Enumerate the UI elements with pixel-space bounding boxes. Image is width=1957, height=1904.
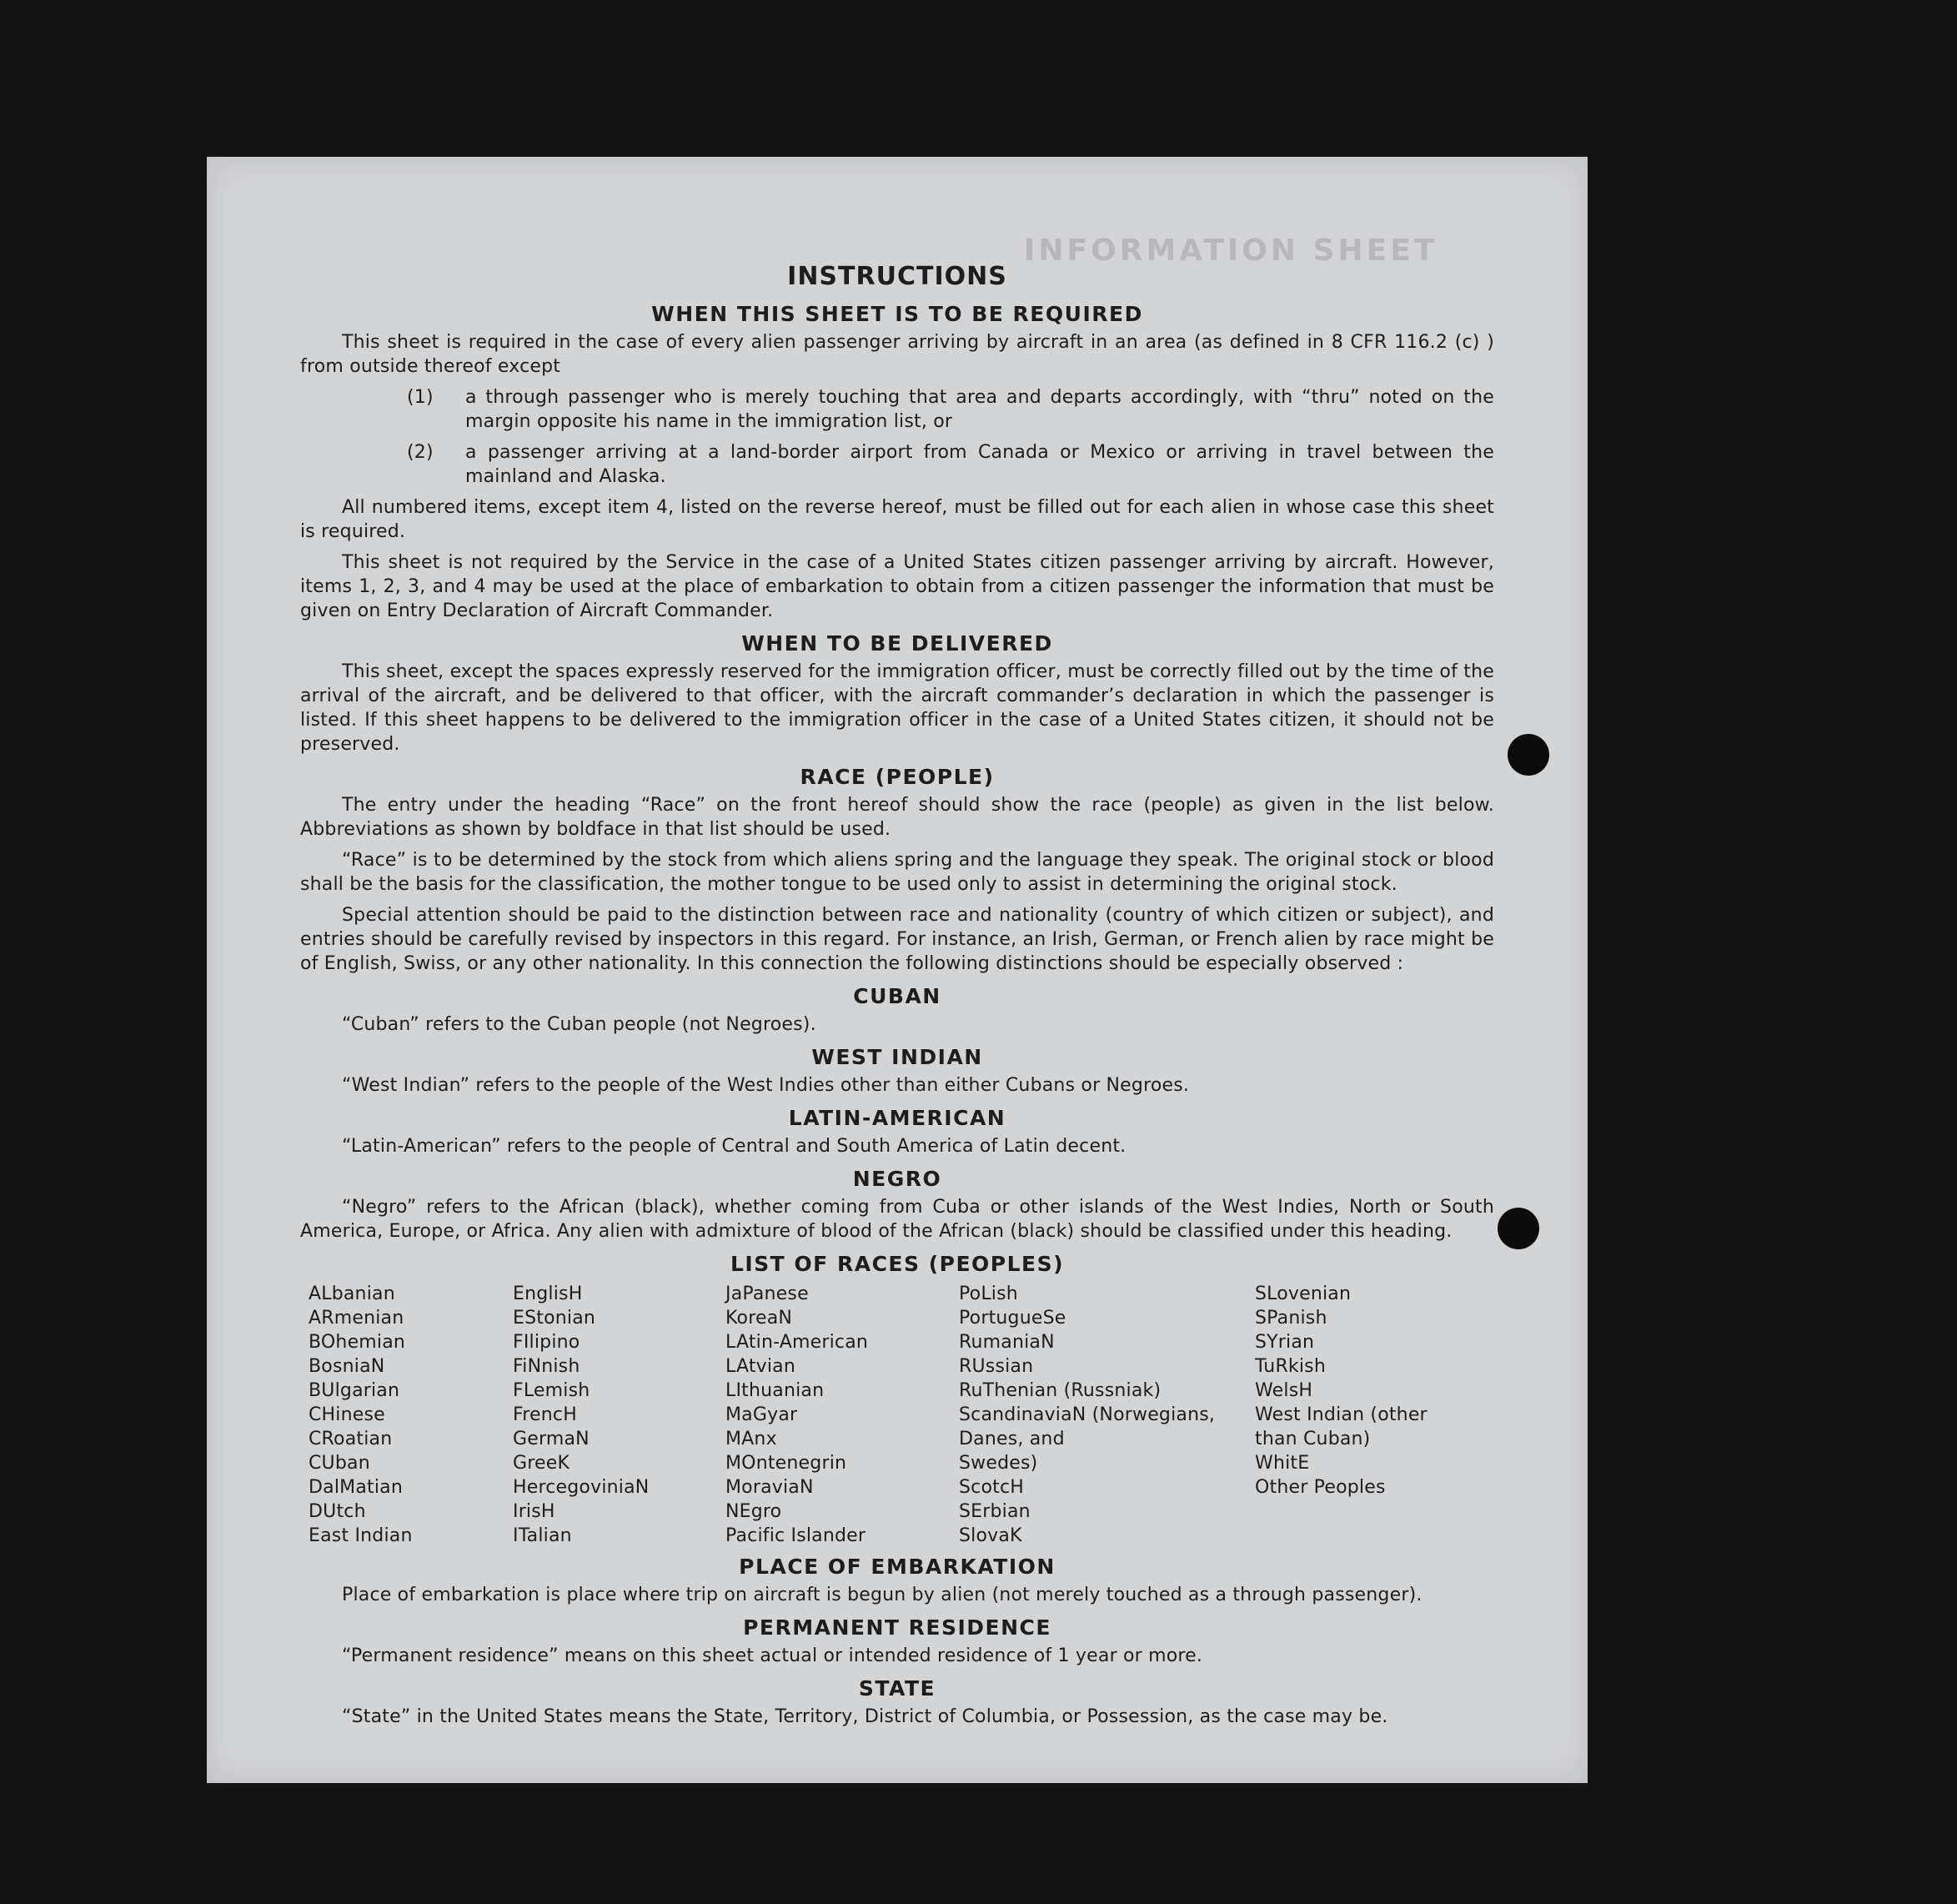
race-entry: SLovenian [1255,1284,1352,1304]
instructions-content [300,260,1494,1736]
race-entry: RuThenian (Russniak) [959,1380,1162,1401]
race-entry: LAtvian [725,1356,796,1377]
race-entry: ScotcH [959,1477,1024,1498]
paragraph: This sheet is not required by the Service in the case of a United States citizen passenger arriving by aircraft. However, items 1, 2, 3, and 4 may be used at the place of embarkation to obtain from a citizen passenger the information that must be given on Entry Declaration of Aircraft Commander. [300,552,1494,621]
race-entry: PoLish [959,1284,1018,1304]
race-entry: GreeK [513,1453,570,1474]
race-entry: FiNnish [513,1356,580,1377]
race-entry: CRoatian [309,1429,393,1449]
race-entry: Swedes) [959,1453,1038,1474]
punch-hole [1508,734,1549,776]
race-entry: BOhemian [309,1332,406,1353]
race-entry: DalMatian [309,1477,403,1498]
race-entry: SlovaK [959,1525,1022,1546]
race-entry: WhitE [1255,1453,1310,1474]
section-title-latin-american: LATIN-AMERICAN [788,1106,1006,1130]
race-entry: KoreaN [725,1308,793,1329]
paragraph: This sheet is required in the case of every alien passenger arriving by aircraft in an area (as defined in 8 CFR 116.2 (c) ) from outside thereof except [300,332,1494,377]
race-entry: CUban [309,1453,370,1474]
punch-hole [1498,1208,1539,1249]
race-entry: EStonian [513,1308,596,1329]
paragraph: “Latin-American” refers to the people of Central and South America of Latin decent. [342,1136,1127,1157]
race-entry: FrencH [513,1404,577,1425]
item-number: (1) [407,387,434,408]
race-entry: RUssian [959,1356,1034,1377]
races-column [513,1282,725,1548]
race-entry: West Indian (other [1255,1404,1428,1425]
race-entry: CHinese [309,1404,385,1425]
race-entry: RumaniaN [959,1332,1055,1353]
races-column [959,1282,1255,1548]
race-entry: MOntenegrin [725,1453,847,1474]
race-entry: MaGyar [725,1404,798,1425]
race-entry: MoraviaN [725,1477,814,1498]
section-title-state: STATE [858,1676,936,1701]
item-number: (2) [407,442,434,463]
paragraph: “Permanent residence” means on this sheet actual or intended residence of 1 year or more. [342,1645,1203,1666]
race-entry: than Cuban) [1255,1429,1371,1449]
section-title-west-indian: WEST INDIAN [811,1045,983,1069]
race-entry: East Indian [309,1525,413,1546]
race-entry: Danes, and [959,1429,1065,1449]
races-list [309,1282,1494,1548]
races-column [725,1282,959,1548]
numbered-item [300,440,1494,489]
section-title-embarkation: PLACE OF EMBARKATION [739,1555,1056,1579]
paragraph: This sheet, except the spaces expressly reserved for the immigration officer, must be correctly filled out by the time of the arrival of the aircraft, and be delivered to that officer, with the aircraft commander’s declaration in which the passenger is listed. If this sheet happens to be delivered to the immigration officer in the case of a United States citizen, it should not be preserved. [300,661,1494,755]
section-title-race: RACE (PEOPLE) [800,765,995,789]
race-entry: LIthuanian [725,1380,825,1401]
bleed-through-text: INFORMATION SHEET [1024,234,1438,268]
race-entry: ScandinaviaN (Norwegians, [959,1404,1216,1425]
section-title-races-list: LIST OF RACES (PEOPLES) [730,1252,1065,1276]
section-title-delivered: WHEN TO BE DELIVERED [741,631,1053,656]
race-entry: ARmenian [309,1308,404,1329]
race-entry: ALbanian [309,1284,395,1304]
paragraph: All numbered items, except item 4, listed on the reverse hereof, must be filled out for each alien in whose case this sheet is required. [300,497,1494,542]
race-entry: Pacific Islander [725,1525,866,1546]
paragraph: “Race” is to be determined by the stock from which aliens spring and the language they speak. The original stock or blood shall be the basis for the classification, the mother tongue to be used only to assist in determining the original stock. [300,850,1494,895]
race-entry: SErbian [959,1501,1031,1522]
race-entry: LAtin-American [725,1332,869,1353]
section-title-cuban: CUBAN [853,984,941,1008]
paragraph: “West Indian” refers to the people of the West Indies other than either Cubans or Negroes. [342,1075,1190,1096]
paragraph: “State” in the United States means the State, Territory, District of Columbia, or Possession, as the case may be. [342,1706,1388,1727]
race-entry: GermaN [513,1429,590,1449]
race-entry: Other Peoples [1255,1477,1386,1498]
race-entry: SYrian [1255,1332,1315,1353]
races-column [309,1282,513,1548]
race-entry: HercegoviniaN [513,1477,650,1498]
race-entry: PortugueSe [959,1308,1066,1329]
race-entry: TuRkish [1255,1356,1326,1377]
paragraph: Place of embarkation is place where trip on aircraft is begun by alien (not merely touched as a through passenger). [342,1585,1423,1605]
item-text: a passenger arriving at a land-border airport from Canada or Mexico or arriving in travel between the mainland and Alaska. [465,442,1494,487]
race-entry: EnglisH [513,1284,583,1304]
race-entry: FLemish [513,1380,590,1401]
race-entry: SPanish [1255,1308,1327,1329]
race-entry: BUlgarian [309,1380,400,1401]
paragraph: “Negro” refers to the African (black), whether coming from Cuba or other islands of the West Indies, North or South America, Europe, or Africa. Any alien with admixture of blood of the African (black) should be classified under this heading. [300,1197,1494,1242]
section-title-required: WHEN THIS SHEET IS TO BE REQUIRED [651,302,1143,326]
numbered-item [300,385,1494,434]
race-entry: BosniaN [309,1356,385,1377]
race-entry: ITalian [513,1525,572,1546]
paragraph: Special attention should be paid to the distinction between race and nationality (country of which citizen or subject), and entries should be carefully revised by inspectors in this regard. For instance, an Irish, German, or French alien by race might be of English, Swiss, or any other nationality. In this connection the following distinctions should be especially observed : [300,905,1494,974]
paragraph: “Cuban” refers to the Cuban people (not Negroes). [342,1014,816,1035]
section-title-residence: PERMANENT RESIDENCE [743,1615,1051,1640]
race-entry: IrisH [513,1501,555,1522]
race-entry: FIlipino [513,1332,580,1353]
paragraph: The entry under the heading “Race” on the front hereof should show the race (people) as given in the list below. Abbreviations as shown by boldface in that list should be used. [300,795,1494,840]
race-entry: NEgro [725,1501,782,1522]
page-title: INSTRUCTIONS [787,262,1007,291]
races-column [1255,1282,1488,1548]
race-entry: MAnx [725,1429,777,1449]
race-entry: WelsH [1255,1380,1313,1401]
item-text: a through passenger who is merely touching that area and departs accordingly, with “thru” noted on the margin opposite his name in the immigration list, or [465,387,1494,432]
section-title-negro: NEGRO [852,1167,942,1191]
race-entry: DUtch [309,1501,366,1522]
race-entry: JaPanese [725,1284,809,1304]
